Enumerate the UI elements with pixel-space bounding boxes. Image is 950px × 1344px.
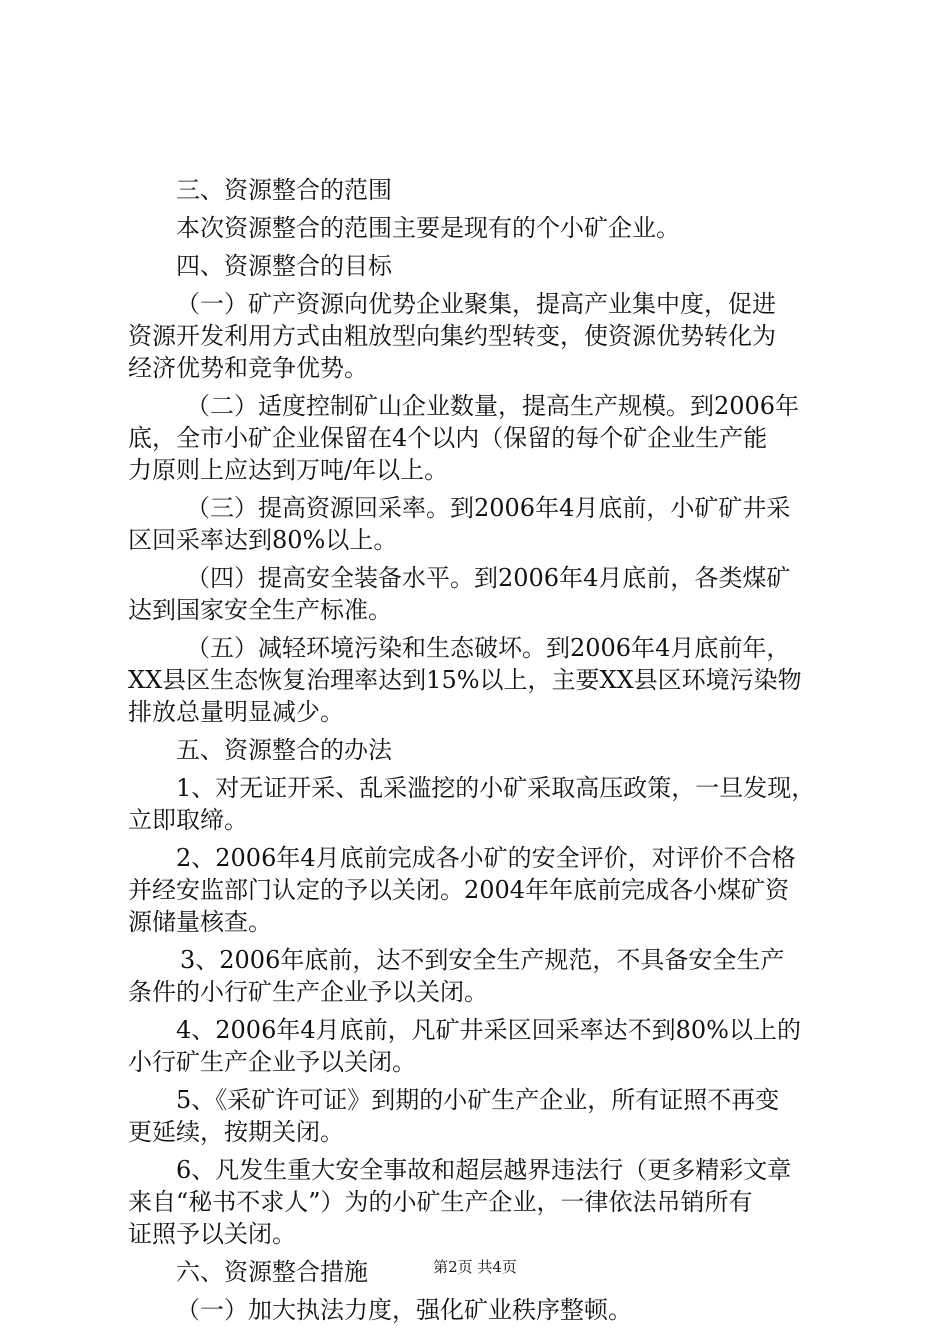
- text-line: 并经安监部门认定的予以关闭。2004年年底前完成各小煤矿资: [128, 876, 790, 904]
- text-line: 资源开发利用方式由粗放型向集约型转变，使资源优势转化为: [128, 322, 776, 350]
- text-line: 源储量核查。: [128, 908, 272, 936]
- text-line: 达到国家安全生产标准。: [128, 596, 392, 624]
- document-body: [128, 174, 838, 1332]
- text-line: 立即取缔。: [128, 806, 248, 834]
- text-line: 条件的小行矿生产企业予以关闭。: [128, 978, 488, 1006]
- text-line: 本次资源整合的范围主要是现有的个小矿企业。: [176, 214, 680, 242]
- text-line: XX县区生态恢复治理率达到15%以上，主要XX县区环境污染物: [128, 666, 802, 694]
- text-line: 三、资源整合的范围: [176, 176, 392, 204]
- text-line: （一）加大执法力度，强化矿业秩序整顿。: [176, 1296, 632, 1324]
- text-line: 2、2006年4月底前完成各小矿的安全评价，对评价不合格: [176, 844, 796, 872]
- text-line: 排放总量明显减少。: [128, 698, 344, 726]
- text-line: （四）提高安全装备水平。到2006年4月底前，各类煤矿: [186, 564, 791, 592]
- text-line: 3、2006年底前，达不到安全生产规范，不具备安全生产: [180, 946, 785, 974]
- text-line: （二）适度控制矿山企业数量，提高生产规模。到2006年: [186, 392, 800, 420]
- text-line: 五、资源整合的办法: [176, 736, 392, 764]
- text-line: 4、2006年4月底前，凡矿井采区回采率达不到80%以上的: [176, 1016, 801, 1044]
- text-line: 区回采率达到80%以上。: [128, 526, 398, 554]
- text-line: 来自“秘书不求人”）为的小矿生产企业，一律依法吊销所有: [128, 1188, 753, 1216]
- text-line: 证照予以关闭。: [128, 1220, 296, 1248]
- text-line: 5、《采矿许可证》到期的小矿生产企业，所有证照不再变: [176, 1086, 780, 1114]
- text-line: 经济优势和竞争优势。: [128, 354, 368, 382]
- text-line: （五）减轻环境污染和生态破坏。到2006年4月底前年，: [186, 634, 791, 662]
- text-line: 小行矿生产企业予以关闭。: [128, 1048, 416, 1076]
- text-line: 六、资源整合措施: [176, 1258, 368, 1286]
- text-line: 四、资源整合的目标: [176, 252, 392, 280]
- text-line: 力原则上应达到万吨/年以上。: [128, 456, 449, 484]
- text-line: （三）提高资源回采率。到2006年4月底前，小矿矿井采: [186, 494, 791, 522]
- text-line: 底，全市小矿企业保留在4个以内（保留的每个矿企业生产能: [128, 424, 768, 452]
- text-line: （一）矿产资源向优势企业聚集，提高产业集中度，促进: [176, 290, 776, 318]
- page-number-footer: 第2页 共4页: [433, 1258, 517, 1276]
- text-line: 1、对无证开采、乱采滥挖的小矿采取高压政策，一旦发现，: [176, 774, 816, 802]
- text-line: 更延续，按期关闭。: [128, 1118, 344, 1146]
- text-line: 6、凡发生重大安全事故和超层越界违法行（更多精彩文章: [176, 1156, 792, 1184]
